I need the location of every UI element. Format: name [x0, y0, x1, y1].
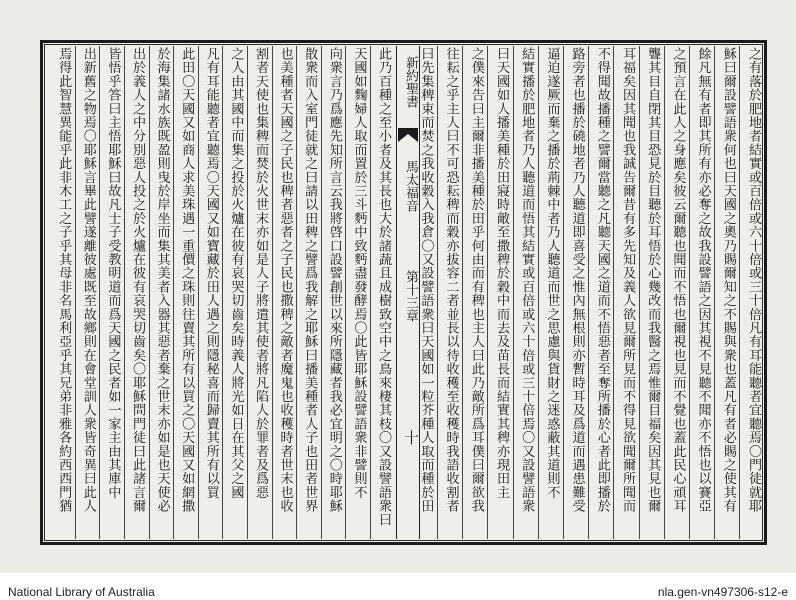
archive-footer	[0, 573, 796, 600]
item-identifier: nla.gen-vn497306-s12-e	[657, 585, 788, 599]
text-column: 聾其目自閉其目恐見於目聽於耳悟於心幾改而我醫之焉惟爾目福矣因其見也爾	[645, 47, 661, 513]
text-column: 結實播於肥地者乃人聽道而悟其結實或百倍或六十倍或三十倍焉〇又設譬語衆	[519, 47, 535, 513]
text-column: 路旁者也播於磽地者乃人聽道即喜受之惟內無根則亦暫時耳及爲道而遇患難受	[569, 47, 585, 513]
column-rule	[321, 46, 322, 539]
text-column: 往耘之乎主人曰不可恐耘稗而穀亦拔容二者並長以待收穫至收穫時我語收割者	[443, 47, 459, 513]
column-rule	[437, 46, 438, 539]
text-column: 散衆而入室門徒就之曰請以田稗之譬爲我解之耶穌曰播美種者人子也田者世界	[302, 47, 318, 513]
text-column: 之人由其國中而集之投於火爐在彼有哀哭切齒矣時義人將光如日在其父之國	[228, 47, 244, 500]
text-column: 向衆言乃爲應先知所言云我將啓口設譬創世以來所隱藏者我必宜明之〇時耶穌	[326, 47, 342, 513]
column-rule	[487, 46, 488, 539]
text-column: 穌曰爾設譬語衆何也曰天國之奧乃賜爾知之不賜與衆也蓋凡有者必賜之使其有	[720, 47, 736, 513]
column-rule	[588, 46, 589, 539]
column-rule	[739, 46, 740, 539]
column-rule	[370, 46, 371, 539]
text-column: 逼迫遂厥而棄之播於荊棘中者乃人聽道而世之思慮與貨財之迷惑蔽其道則不	[544, 47, 560, 500]
text-column: 於海集諸水族既盈則曳於岸坐而集其美者入器其惡者棄之世末亦如是也天使必	[154, 47, 170, 513]
text-column: 也美種者天國之子民也稗者惡者之子民也撒稗之敵者魔鬼也收穫時者世末也收	[277, 47, 293, 513]
text-column: 之僕來告曰主爾非播美種於田乎何由而有稗也主人曰此乃敵所爲耳僕曰爾欲我	[468, 47, 484, 513]
text-column: 曰先集稗束而焚之我收穀入我倉〇又設譬語衆曰天國如一粒芥種人取而種於田	[418, 47, 434, 513]
text-column: 出新舊之物焉〇耶穌言畢此譬遂離彼處既至故鄉則在會堂訓人衆皆奇異曰此人	[80, 47, 96, 513]
column-rule	[563, 46, 564, 539]
text-column: 耳福矣因其聞也我誠告爾昔有多先知及義人欲見爾所見而不得見欲聞爾所聞而	[620, 47, 635, 513]
page-number: 十	[402, 430, 420, 445]
column-rule	[99, 46, 100, 539]
column-rule	[664, 46, 665, 539]
text-column: 凡有耳能聽者宜聽焉〇天國又如寶藏於田人遇之則隱秘喜而歸賣其所有以買	[203, 47, 219, 500]
column-rule	[222, 46, 223, 539]
column-rule	[714, 46, 715, 539]
column-rule	[345, 46, 346, 539]
text-column: 曰天國如人播美種於田寢時敵至撒稗於穀中而去及苗長而結實其稗亦現田主	[494, 47, 509, 500]
column-rule	[613, 46, 614, 539]
column-rule	[75, 46, 76, 539]
column-rule	[639, 46, 640, 539]
column-rule	[124, 46, 125, 539]
text-column: 出於義人之中分別惡人投之於火爐在彼有哀哭切齒矣〇耶穌問門徒曰此諸言爾	[130, 47, 145, 513]
column-rule	[462, 46, 463, 539]
text-column: 此田〇天國又如商人求美珠遇一重價之珠則往賣其所有以買之〇天國又如網撒	[179, 47, 195, 513]
text-column: 不得聞故播種之譬爾當聽之凡聽天國之道而不悟惡者至奪所播於心者此即播於	[594, 47, 610, 513]
running-title: 新約聖書	[403, 56, 418, 108]
text-column: 皆悟乎答曰主悟耶穌曰故凡士子受教明道而爲天國之民者如一家主由其庫中	[105, 47, 121, 500]
text-column: 此乃百種之至小者及其長也大於諸蔬且成樹致空中之鳥來棲其枝〇又設譬語衆曰	[376, 47, 391, 527]
column-rule	[149, 46, 150, 539]
column-rule	[272, 46, 273, 539]
text-column: 之預言在此人之身應矣彼云爾聽也聞而不悟也爾視也見而不覺也蓋此民心頑耳	[670, 47, 686, 513]
text-column: 餘凡無有者即其所有亦必奪之故我設譬語之因其視不見聽不聞亦不悟也以賽亞	[695, 47, 711, 513]
column-rule	[247, 46, 248, 539]
text-column: 焉得此智慧異能乎此非木工之子乎其母非名馬利亞乎其兄弟非雅各約西西門猶	[56, 47, 72, 513]
column-rule	[198, 46, 199, 539]
column-rule	[538, 46, 539, 539]
book-name: 馬太福音	[403, 160, 418, 212]
column-rule	[513, 46, 514, 539]
column-rule	[689, 46, 690, 539]
text-column: 割者天使也集稗而焚於火世末亦如是人子將遣其使者將凡陷人於罪者及爲惡	[253, 47, 268, 500]
column-rule	[296, 46, 297, 539]
column-rule	[173, 46, 174, 539]
library-credit: National Library of Australia	[8, 585, 155, 599]
text-column: 天國如麴婦人取而置於三斗麪中致麪盡發酵焉〇此皆耶穌設譬語衆非譬則不	[351, 47, 367, 500]
text-column: 之有落於肥地者結實或百倍或六十倍或三十倍凡有耳能聽者宜聽焉〇門徒就耶	[746, 47, 761, 513]
chapter-label: 第十三章	[403, 270, 418, 322]
